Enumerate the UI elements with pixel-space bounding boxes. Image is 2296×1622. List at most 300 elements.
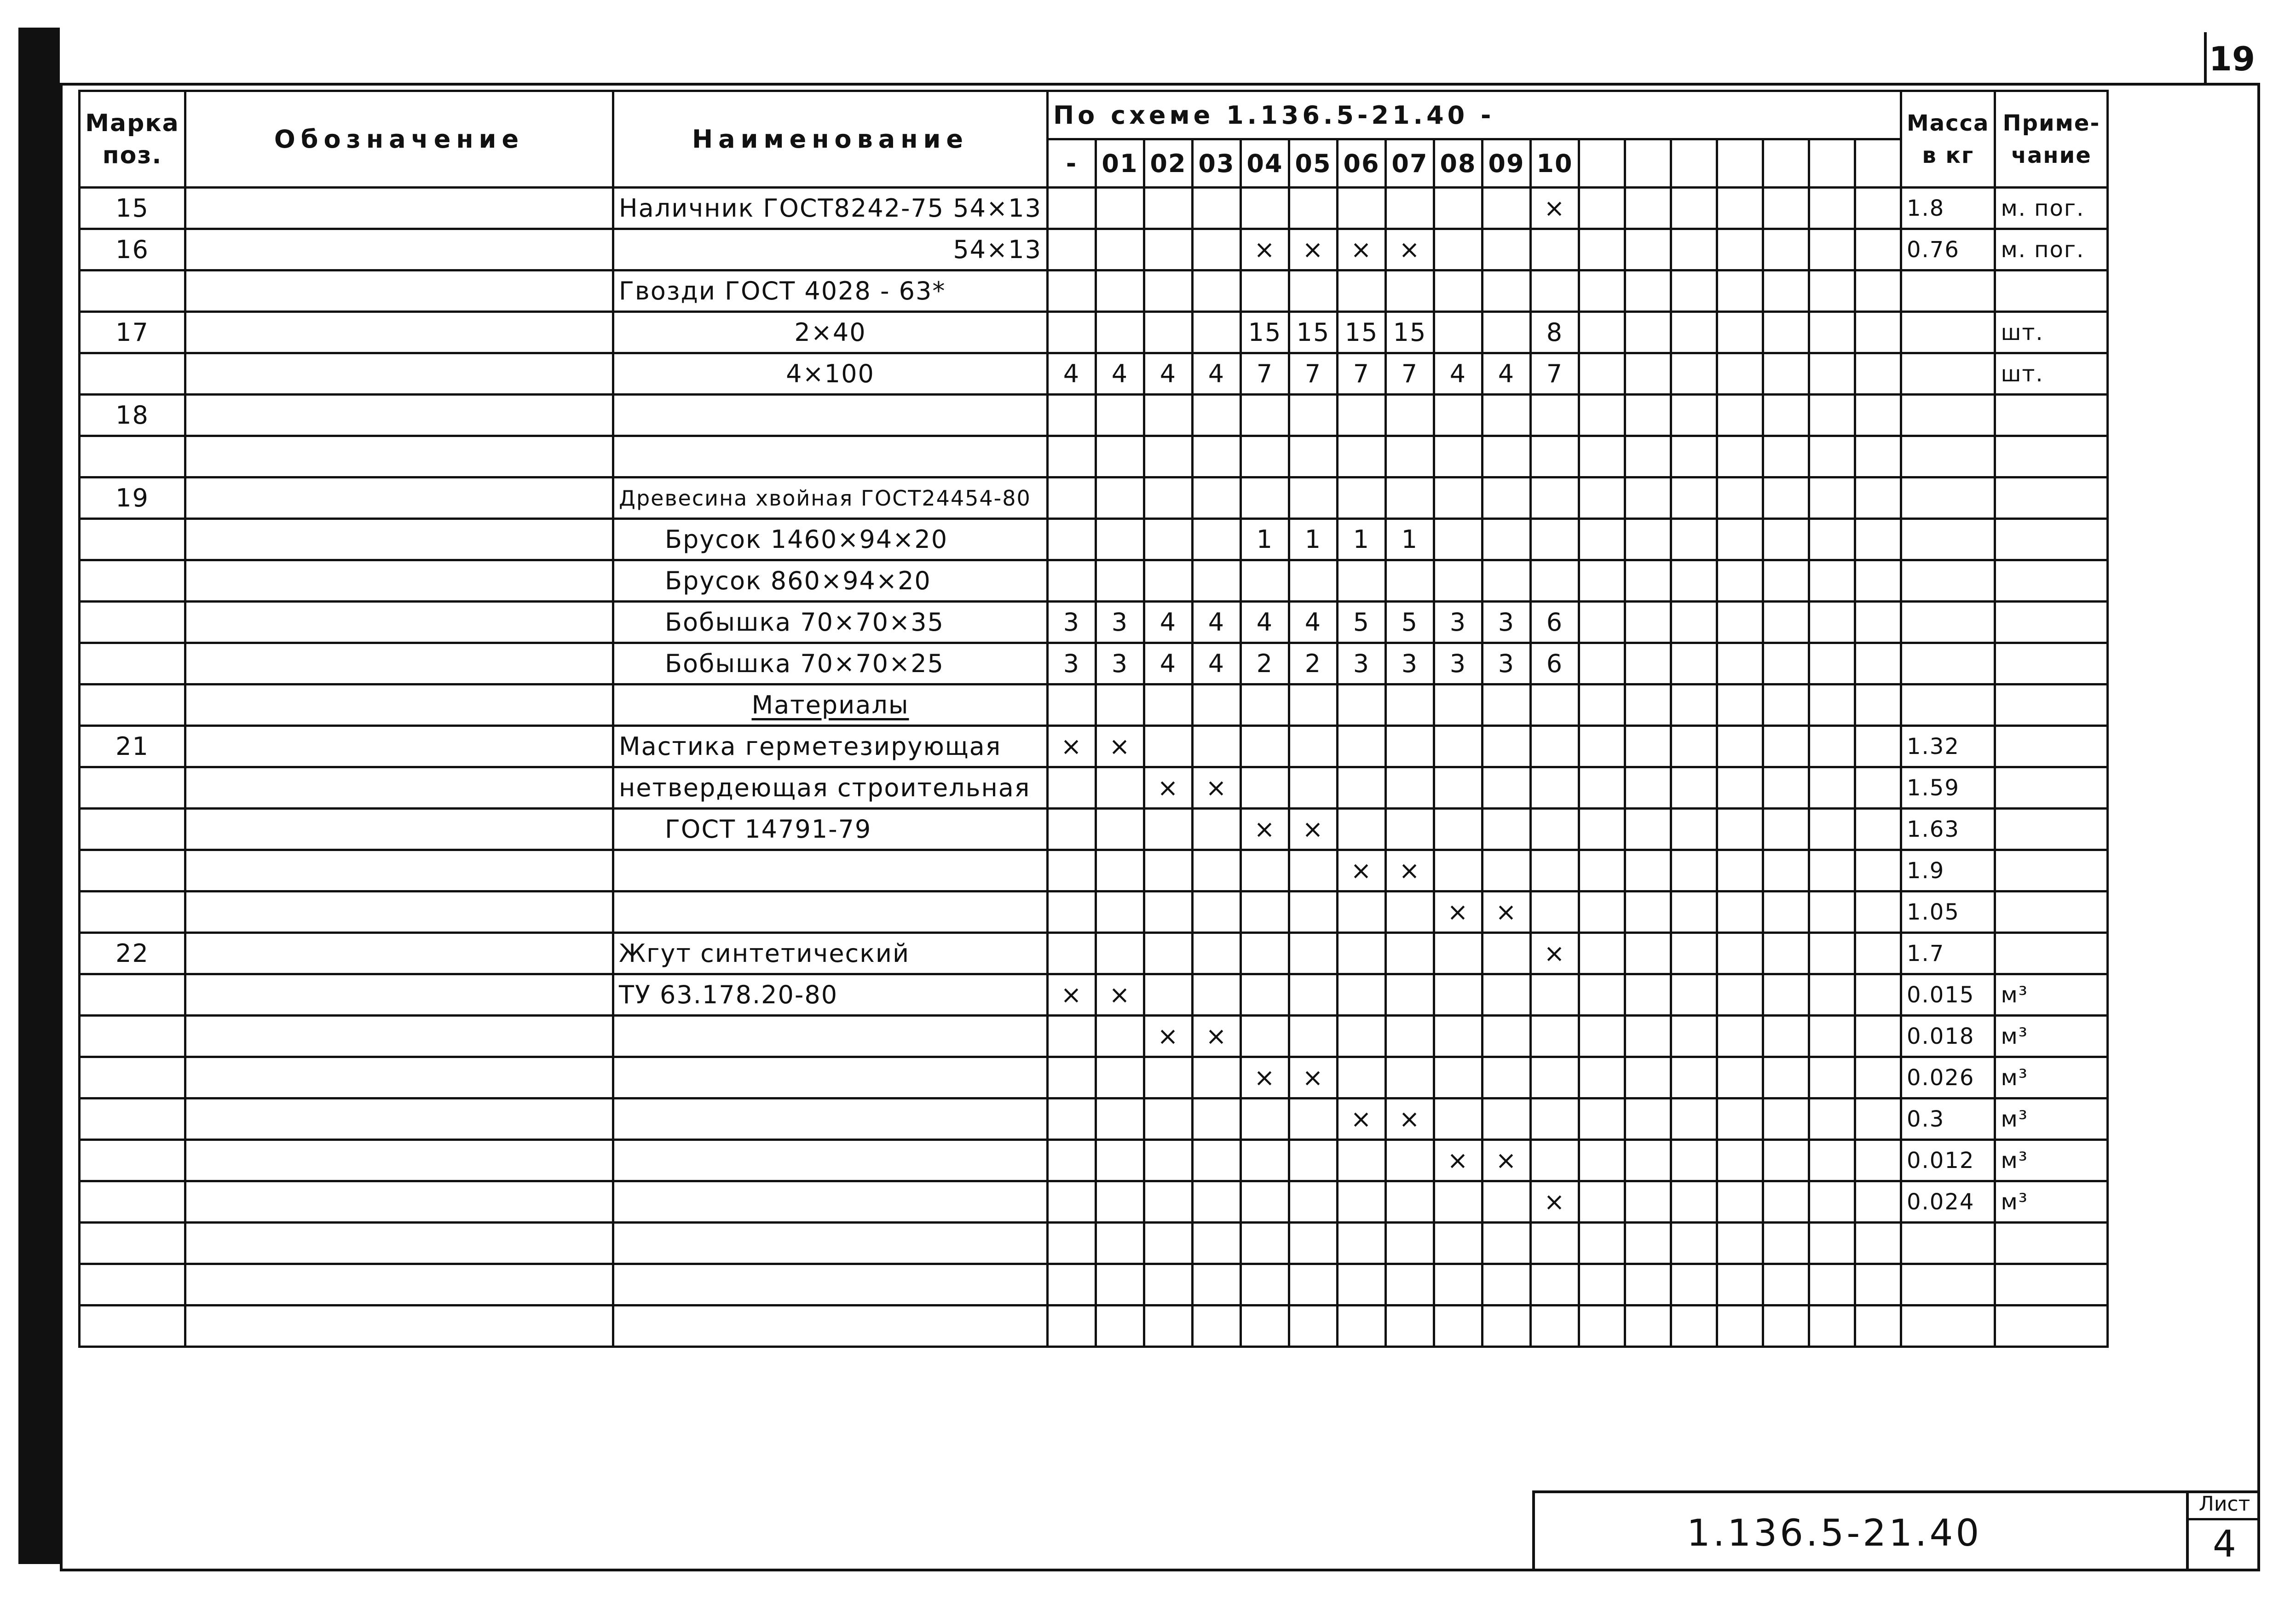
mass-cell bbox=[1901, 312, 1995, 353]
variant-cell bbox=[1240, 1181, 1289, 1223]
variant-cell: × bbox=[1096, 974, 1144, 1016]
mark-cell bbox=[80, 850, 185, 892]
variant-cell bbox=[1289, 1140, 1337, 1181]
variant-cell bbox=[1337, 767, 1385, 809]
note-cell bbox=[1995, 602, 2108, 643]
mass-cell: 1.9 bbox=[1901, 850, 1995, 892]
variant-cell bbox=[1144, 1264, 1192, 1306]
note-cell: м³ bbox=[1995, 1181, 2108, 1223]
designation-cell bbox=[185, 767, 613, 809]
empty-cell bbox=[1809, 1306, 1855, 1347]
variant-cell bbox=[1096, 1223, 1144, 1264]
empty-cell bbox=[1809, 1016, 1855, 1057]
variant-cell bbox=[1337, 1181, 1385, 1223]
mark-cell bbox=[80, 892, 185, 933]
empty-cell bbox=[1579, 1306, 1625, 1347]
name-cell: ГОСТ 14791-79 bbox=[613, 809, 1048, 850]
mark-cell: 16 bbox=[80, 229, 185, 270]
variant-cell bbox=[1385, 270, 1434, 312]
empty-cell bbox=[1579, 353, 1625, 395]
variant-cell bbox=[1385, 767, 1434, 809]
designation-cell bbox=[185, 1264, 613, 1306]
empty-cell bbox=[1579, 270, 1625, 312]
table-row bbox=[80, 974, 2108, 1016]
variant-cell bbox=[1385, 477, 1434, 519]
empty-cell bbox=[1763, 560, 1809, 602]
note-cell bbox=[1995, 270, 2108, 312]
empty-cell bbox=[1717, 1016, 1763, 1057]
variant-cell: 3 bbox=[1434, 643, 1482, 684]
name-cell: 4×100 bbox=[613, 353, 1048, 395]
variant-cell bbox=[1289, 395, 1337, 436]
empty-cell bbox=[1809, 395, 1855, 436]
mark-cell: 15 bbox=[80, 188, 185, 229]
empty-cell bbox=[1671, 684, 1717, 726]
variant-header-cell: - bbox=[1047, 139, 1096, 188]
name-cell: Наличник ГОСТ8242-75 54×13 bbox=[613, 188, 1048, 229]
variant-cell: × bbox=[1385, 850, 1434, 892]
table-row bbox=[80, 1016, 2108, 1057]
variant-cell bbox=[1385, 1140, 1434, 1181]
empty-header-cell bbox=[1625, 139, 1671, 188]
table-row bbox=[80, 850, 2108, 892]
variant-cell bbox=[1434, 1223, 1482, 1264]
variant-cell bbox=[1289, 188, 1337, 229]
empty-cell bbox=[1717, 188, 1763, 229]
mark-cell bbox=[80, 684, 185, 726]
empty-cell bbox=[1579, 933, 1625, 974]
mass-cell bbox=[1901, 395, 1995, 436]
variant-cell: 1 bbox=[1337, 519, 1385, 560]
empty-cell bbox=[1717, 974, 1763, 1016]
variant-cell: 4 bbox=[1096, 353, 1144, 395]
empty-cell bbox=[1763, 767, 1809, 809]
mass-cell bbox=[1901, 602, 1995, 643]
variant-cell bbox=[1337, 1057, 1385, 1099]
variant-cell bbox=[1192, 933, 1240, 974]
empty-cell bbox=[1763, 519, 1809, 560]
variant-cell: 4 bbox=[1482, 353, 1530, 395]
variant-cell bbox=[1434, 974, 1482, 1016]
empty-cell bbox=[1717, 809, 1763, 850]
variant-cell bbox=[1047, 395, 1096, 436]
empty-cell bbox=[1671, 974, 1717, 1016]
variant-cell bbox=[1192, 1140, 1240, 1181]
variant-cell bbox=[1385, 726, 1434, 767]
empty-cell bbox=[1625, 1181, 1671, 1223]
table-row bbox=[80, 602, 2108, 643]
variant-cell: 3 bbox=[1047, 602, 1096, 643]
variant-cell: × bbox=[1096, 726, 1144, 767]
empty-header-cell bbox=[1579, 139, 1625, 188]
variant-cell bbox=[1385, 395, 1434, 436]
variant-cell bbox=[1096, 436, 1144, 477]
mass-cell bbox=[1901, 643, 1995, 684]
designation-cell bbox=[185, 395, 613, 436]
empty-cell bbox=[1763, 477, 1809, 519]
variant-cell bbox=[1289, 850, 1337, 892]
variant-cell bbox=[1434, 933, 1482, 974]
variant-cell bbox=[1240, 436, 1289, 477]
note-cell bbox=[1995, 726, 2108, 767]
variant-cell bbox=[1240, 270, 1289, 312]
table-row bbox=[80, 395, 2108, 436]
note-cell bbox=[1995, 1264, 2108, 1306]
variant-cell bbox=[1289, 477, 1337, 519]
variant-cell bbox=[1337, 1140, 1385, 1181]
variant-cell bbox=[1047, 933, 1096, 974]
variant-cell bbox=[1337, 1223, 1385, 1264]
empty-cell bbox=[1809, 353, 1855, 395]
empty-cell bbox=[1763, 1099, 1809, 1140]
variant-cell bbox=[1144, 519, 1192, 560]
variant-cell bbox=[1144, 809, 1192, 850]
variant-cell: × bbox=[1337, 229, 1385, 270]
variant-cell bbox=[1337, 560, 1385, 602]
variant-cell bbox=[1192, 560, 1240, 602]
table-row bbox=[80, 684, 2108, 726]
empty-cell bbox=[1579, 684, 1625, 726]
empty-cell bbox=[1855, 436, 1901, 477]
variant-cell bbox=[1144, 892, 1192, 933]
variant-cell bbox=[1096, 188, 1144, 229]
variant-cell: × bbox=[1337, 1099, 1385, 1140]
empty-cell bbox=[1855, 519, 1901, 560]
empty-cell bbox=[1763, 395, 1809, 436]
empty-cell bbox=[1625, 477, 1671, 519]
variant-cell bbox=[1096, 519, 1144, 560]
empty-cell bbox=[1625, 850, 1671, 892]
empty-cell bbox=[1809, 1140, 1855, 1181]
empty-cell bbox=[1579, 1264, 1625, 1306]
empty-cell bbox=[1579, 1016, 1625, 1057]
variant-cell bbox=[1240, 1016, 1289, 1057]
name-cell: 54×13 bbox=[613, 229, 1048, 270]
variant-cell bbox=[1482, 312, 1530, 353]
variant-cell bbox=[1240, 1264, 1289, 1306]
variant-cell bbox=[1337, 395, 1385, 436]
variant-cell bbox=[1482, 188, 1530, 229]
empty-cell bbox=[1625, 809, 1671, 850]
empty-cell bbox=[1625, 933, 1671, 974]
variant-cell bbox=[1096, 850, 1144, 892]
designation-cell bbox=[185, 519, 613, 560]
empty-cell bbox=[1855, 850, 1901, 892]
empty-cell bbox=[1809, 767, 1855, 809]
table-row bbox=[80, 188, 2108, 229]
variant-cell: 7 bbox=[1240, 353, 1289, 395]
variant-cell: 3 bbox=[1434, 602, 1482, 643]
empty-cell bbox=[1625, 395, 1671, 436]
empty-cell bbox=[1809, 809, 1855, 850]
mass-cell: 0.018 bbox=[1901, 1016, 1995, 1057]
variant-cell: 4 bbox=[1289, 602, 1337, 643]
variant-cell: 4 bbox=[1240, 602, 1289, 643]
variant-cell bbox=[1482, 933, 1530, 974]
variant-cell bbox=[1482, 850, 1530, 892]
variant-cell bbox=[1337, 1264, 1385, 1306]
mark-cell: 17 bbox=[80, 312, 185, 353]
empty-cell bbox=[1671, 436, 1717, 477]
name-cell: ТУ 63.178.20-80 bbox=[613, 974, 1048, 1016]
mark-cell bbox=[80, 1057, 185, 1099]
variant-cell bbox=[1144, 974, 1192, 1016]
variant-cell bbox=[1192, 850, 1240, 892]
empty-cell bbox=[1625, 1016, 1671, 1057]
designation-cell bbox=[185, 188, 613, 229]
variant-cell bbox=[1434, 767, 1482, 809]
mass-cell bbox=[1901, 353, 1995, 395]
variant-cell: 1 bbox=[1385, 519, 1434, 560]
empty-cell bbox=[1625, 353, 1671, 395]
variant-cell bbox=[1337, 477, 1385, 519]
variant-cell bbox=[1530, 726, 1579, 767]
mass-cell: 0.76 bbox=[1901, 229, 1995, 270]
empty-cell bbox=[1625, 519, 1671, 560]
variant-cell bbox=[1482, 684, 1530, 726]
name-cell: Материалы bbox=[613, 684, 1048, 726]
designation-cell bbox=[185, 353, 613, 395]
mass-cell: 0.024 bbox=[1901, 1181, 1995, 1223]
variant-cell bbox=[1240, 974, 1289, 1016]
empty-cell bbox=[1763, 312, 1809, 353]
empty-cell bbox=[1717, 850, 1763, 892]
empty-cell bbox=[1809, 850, 1855, 892]
empty-cell bbox=[1579, 767, 1625, 809]
designation-cell bbox=[185, 933, 613, 974]
table-row bbox=[80, 1057, 2108, 1099]
variant-cell: × bbox=[1530, 188, 1579, 229]
designation-cell bbox=[185, 643, 613, 684]
mass-cell bbox=[1901, 436, 1995, 477]
variant-cell bbox=[1144, 312, 1192, 353]
variant-cell bbox=[1530, 270, 1579, 312]
mass-cell: 0.3 bbox=[1901, 1099, 1995, 1140]
variant-cell bbox=[1337, 933, 1385, 974]
variant-cell bbox=[1047, 560, 1096, 602]
variant-cell bbox=[1482, 1181, 1530, 1223]
variant-cell bbox=[1530, 892, 1579, 933]
empty-cell bbox=[1855, 477, 1901, 519]
variant-cell bbox=[1482, 395, 1530, 436]
name-cell bbox=[613, 1264, 1048, 1306]
variant-cell: × bbox=[1144, 767, 1192, 809]
designation-cell bbox=[185, 270, 613, 312]
variant-cell bbox=[1482, 229, 1530, 270]
mark-cell bbox=[80, 767, 185, 809]
name-cell: Брусок 1460×94×20 bbox=[613, 519, 1048, 560]
variant-cell bbox=[1289, 1306, 1337, 1347]
variant-cell bbox=[1289, 726, 1337, 767]
empty-cell bbox=[1855, 312, 1901, 353]
empty-cell bbox=[1625, 1140, 1671, 1181]
note-cell bbox=[1995, 560, 2108, 602]
empty-cell bbox=[1579, 560, 1625, 602]
empty-cell bbox=[1809, 477, 1855, 519]
variant-cell bbox=[1047, 1057, 1096, 1099]
note-cell: м³ bbox=[1995, 1016, 2108, 1057]
variant-cell bbox=[1192, 892, 1240, 933]
variant-cell: × bbox=[1337, 850, 1385, 892]
empty-cell bbox=[1625, 229, 1671, 270]
empty-cell bbox=[1671, 892, 1717, 933]
empty-cell bbox=[1763, 1181, 1809, 1223]
table-row bbox=[80, 436, 2108, 477]
variant-cell: 4 bbox=[1144, 643, 1192, 684]
variant-cell bbox=[1144, 726, 1192, 767]
variant-cell bbox=[1385, 1223, 1434, 1264]
note-cell bbox=[1995, 1223, 2108, 1264]
variant-cell bbox=[1240, 850, 1289, 892]
note-cell bbox=[1995, 519, 2108, 560]
table-row bbox=[80, 477, 2108, 519]
variant-cell bbox=[1434, 477, 1482, 519]
variant-cell: 4 bbox=[1192, 602, 1240, 643]
empty-cell bbox=[1717, 892, 1763, 933]
variant-cell bbox=[1192, 229, 1240, 270]
variant-cell bbox=[1434, 1181, 1482, 1223]
empty-cell bbox=[1579, 974, 1625, 1016]
variant-header-cell: 06 bbox=[1337, 139, 1385, 188]
variant-cell bbox=[1385, 1181, 1434, 1223]
variant-cell: 15 bbox=[1337, 312, 1385, 353]
variant-header-cell: 08 bbox=[1434, 139, 1482, 188]
table-row bbox=[80, 1140, 2108, 1181]
name-cell: Жгут синтетический bbox=[613, 933, 1048, 974]
empty-cell bbox=[1763, 892, 1809, 933]
name-cell bbox=[613, 850, 1048, 892]
empty-cell bbox=[1625, 188, 1671, 229]
variant-cell bbox=[1434, 684, 1482, 726]
header-scheme: По схеме 1.136.5-21.40 - bbox=[1047, 91, 1901, 139]
variant-cell bbox=[1434, 1057, 1482, 1099]
mass-cell bbox=[1901, 684, 1995, 726]
mass-cell: 1.05 bbox=[1901, 892, 1995, 933]
name-cell: 2×40 bbox=[613, 312, 1048, 353]
variant-cell bbox=[1047, 1016, 1096, 1057]
variant-cell bbox=[1385, 188, 1434, 229]
variant-cell bbox=[1240, 684, 1289, 726]
variant-cell bbox=[1240, 188, 1289, 229]
variant-cell: 1 bbox=[1289, 519, 1337, 560]
empty-cell bbox=[1671, 1223, 1717, 1264]
variant-cell bbox=[1385, 1016, 1434, 1057]
mark-cell: 22 bbox=[80, 933, 185, 974]
variant-cell bbox=[1482, 270, 1530, 312]
empty-cell bbox=[1625, 1264, 1671, 1306]
empty-cell bbox=[1625, 726, 1671, 767]
empty-cell bbox=[1625, 1099, 1671, 1140]
variant-cell: 7 bbox=[1385, 353, 1434, 395]
note-cell bbox=[1995, 684, 2108, 726]
designation-cell bbox=[185, 1223, 613, 1264]
mark-cell: 21 bbox=[80, 726, 185, 767]
mass-cell: 0.026 bbox=[1901, 1057, 1995, 1099]
variant-cell bbox=[1434, 560, 1482, 602]
mark-cell bbox=[80, 1099, 185, 1140]
empty-cell bbox=[1809, 933, 1855, 974]
variant-cell: 4 bbox=[1434, 353, 1482, 395]
empty-cell bbox=[1625, 767, 1671, 809]
variant-cell bbox=[1047, 767, 1096, 809]
document-code: 1.136.5-21.40 bbox=[1687, 1512, 1982, 1554]
variant-cell bbox=[1289, 1016, 1337, 1057]
mark-cell bbox=[80, 809, 185, 850]
empty-cell bbox=[1809, 974, 1855, 1016]
empty-cell bbox=[1671, 1264, 1717, 1306]
variant-cell bbox=[1047, 229, 1096, 270]
variant-cell bbox=[1482, 809, 1530, 850]
variant-cell bbox=[1530, 850, 1579, 892]
empty-cell bbox=[1671, 1057, 1717, 1099]
variant-cell bbox=[1047, 850, 1096, 892]
empty-cell bbox=[1763, 188, 1809, 229]
note-cell: шт. bbox=[1995, 312, 2108, 353]
empty-cell bbox=[1855, 353, 1901, 395]
variant-cell bbox=[1337, 1016, 1385, 1057]
empty-cell bbox=[1809, 643, 1855, 684]
empty-cell bbox=[1855, 1223, 1901, 1264]
variant-cell: × bbox=[1530, 1181, 1579, 1223]
variant-cell bbox=[1530, 1016, 1579, 1057]
empty-cell bbox=[1717, 436, 1763, 477]
variant-cell: 4 bbox=[1144, 602, 1192, 643]
variant-cell bbox=[1144, 1306, 1192, 1347]
empty-cell bbox=[1579, 850, 1625, 892]
variant-cell bbox=[1144, 229, 1192, 270]
table-row bbox=[80, 726, 2108, 767]
variant-cell bbox=[1434, 436, 1482, 477]
variant-cell bbox=[1289, 892, 1337, 933]
empty-cell bbox=[1855, 395, 1901, 436]
table-row bbox=[80, 229, 2108, 270]
variant-cell: × bbox=[1240, 229, 1289, 270]
empty-cell bbox=[1763, 726, 1809, 767]
mass-cell bbox=[1901, 519, 1995, 560]
empty-cell bbox=[1763, 353, 1809, 395]
variant-cell: 4 bbox=[1192, 643, 1240, 684]
note-cell bbox=[1995, 477, 2108, 519]
variant-cell bbox=[1482, 477, 1530, 519]
variant-cell bbox=[1192, 684, 1240, 726]
variant-cell bbox=[1096, 560, 1144, 602]
variant-cell bbox=[1192, 270, 1240, 312]
designation-cell bbox=[185, 1016, 613, 1057]
variant-cell bbox=[1482, 519, 1530, 560]
empty-cell bbox=[1717, 1306, 1763, 1347]
table-row bbox=[80, 353, 2108, 395]
empty-cell bbox=[1717, 726, 1763, 767]
empty-cell bbox=[1763, 602, 1809, 643]
sheet-number: 4 bbox=[2213, 1523, 2236, 1565]
note-cell bbox=[1995, 643, 2108, 684]
mark-cell bbox=[80, 270, 185, 312]
variant-cell bbox=[1192, 1181, 1240, 1223]
name-cell: Бобышка 70×70×25 bbox=[613, 643, 1048, 684]
mark-cell bbox=[80, 643, 185, 684]
designation-cell bbox=[185, 726, 613, 767]
empty-cell bbox=[1763, 1140, 1809, 1181]
empty-cell bbox=[1671, 353, 1717, 395]
variant-cell: 4 bbox=[1192, 353, 1240, 395]
empty-cell bbox=[1625, 312, 1671, 353]
mark-cell bbox=[80, 602, 185, 643]
variant-cell bbox=[1047, 809, 1096, 850]
variant-cell bbox=[1482, 974, 1530, 1016]
empty-cell bbox=[1579, 602, 1625, 643]
sheet-box bbox=[2186, 1490, 2260, 1569]
table-row bbox=[80, 767, 2108, 809]
